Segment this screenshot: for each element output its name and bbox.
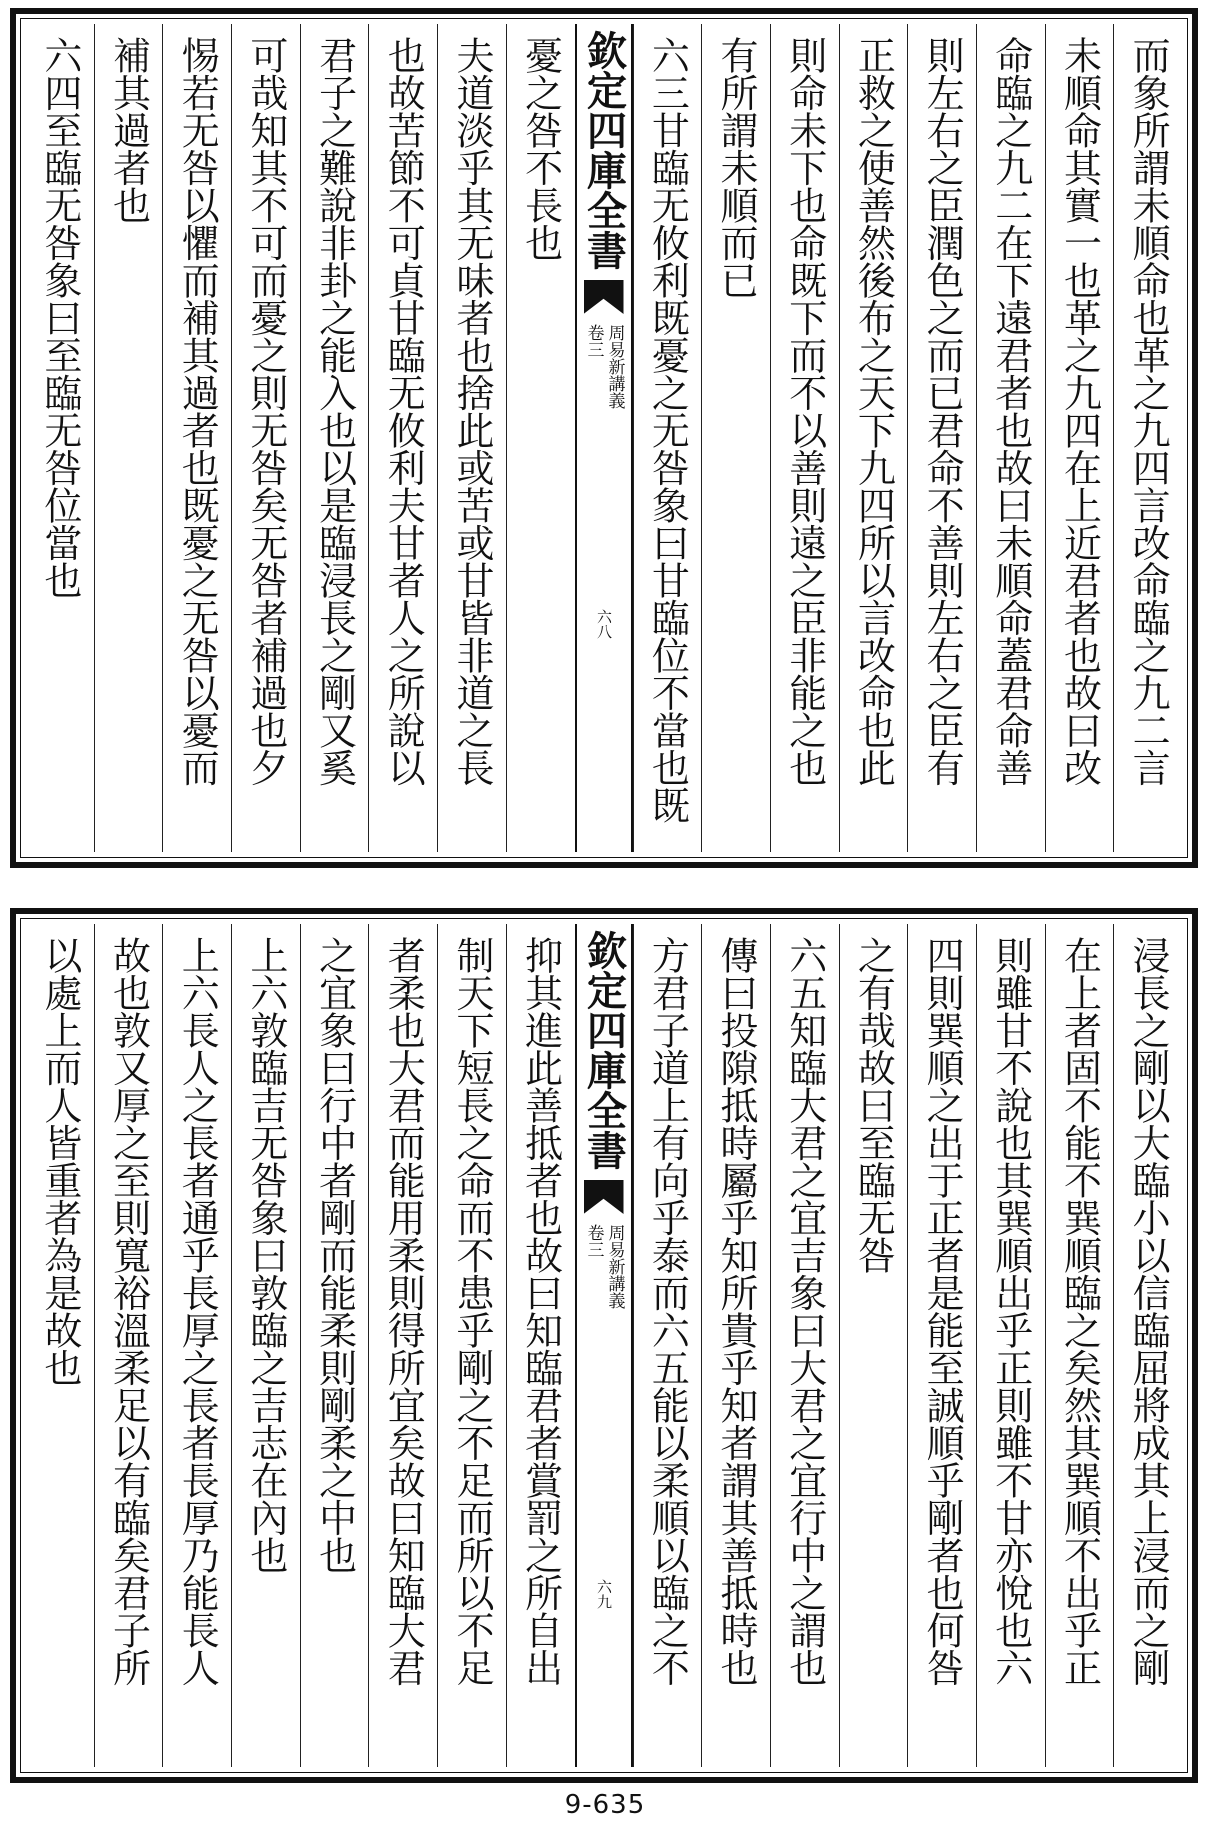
text-column: 夫道淡乎其无味者也捨此或苦或甘皆非道之長 (437, 24, 506, 852)
text-column: 六三甘臨无攸利既憂之无咎象曰甘臨位不當也既 (633, 24, 702, 852)
center-fold (575, 24, 633, 852)
text-column: 浸長之剛以大臨小以信臨屈將成其上浸而之剛 (1113, 924, 1182, 1767)
text-column: 故也敦又厚之至則寬裕溫柔足以有臨矣君子所 (94, 924, 163, 1767)
text-column: 未順命其實一也革之九四在上近君者也故曰改 (1045, 24, 1114, 852)
text-column: 有所謂未順而已 (701, 24, 770, 852)
book-name: 周易新講義 (604, 1224, 625, 1309)
book-name: 周易新講義 (604, 324, 625, 409)
text-column: 傳曰投隙抵時屬乎知所貴乎知者謂其善抵時也 (701, 924, 770, 1767)
text-column: 則左右之臣潤色之而已君命不善則左右之臣有 (907, 24, 976, 852)
text-column: 命臨之九二在下遠君者也故曰未順命蓋君命善 (976, 24, 1045, 852)
text-column: 制天下短長之命而不患乎剛之不足而所以不足 (437, 924, 506, 1767)
text-column: 上六敦臨吉无咎象曰敦臨之吉志在內也 (231, 924, 300, 1767)
text-column: 也故苦節不可貞甘臨无攸利夫甘者人之所說以 (368, 24, 437, 852)
text-column: 抑其進此善抵者也故曰知臨君者賞罰之所自出 (506, 924, 575, 1767)
volume-label: 卷三 (583, 1224, 604, 1258)
text-column: 而象所謂未順命也革之九四言改命臨之九二言 (1113, 24, 1182, 852)
folio-number: 六九 (595, 1579, 613, 1609)
text-column: 則雖甘不說也其巽順出乎正則雖不甘亦悅也六 (976, 924, 1045, 1767)
fish-tail-ornament-icon (584, 280, 624, 314)
bottom-book-page (10, 908, 1198, 1783)
book-series-title: 欽定四庫全書 (580, 930, 628, 1170)
volume-label: 卷三 (583, 324, 604, 358)
text-column: 補其過者也 (94, 24, 163, 852)
text-column: 之宜象曰行中者剛而能柔則剛柔之中也 (300, 924, 369, 1767)
text-column: 四則巽順之出于正者是能至誠順乎剛者也何咎 (907, 924, 976, 1767)
text-column: 六五知臨大君之宜吉象曰大君之宜行中之謂也 (770, 924, 839, 1767)
text-column: 則命未下也命既下而不以善則遠之臣非能之也 (770, 24, 839, 852)
text-column: 惕若无咎以懼而補其過者也既憂之无咎以憂而 (162, 24, 231, 852)
page-number: 9-635 (564, 1790, 646, 1820)
text-column: 六四至臨无咎象曰至臨无咎位當也 (37, 36, 82, 599)
text-column: 在上者固不能不巽順臨之矣然其巽順不出乎正 (1045, 924, 1114, 1767)
folio-number: 六八 (595, 609, 613, 639)
text-column: 之有哉故曰至臨无咎 (839, 924, 908, 1767)
top-book-page (10, 8, 1198, 868)
text-column: 者柔也大君而能用柔則得所宜矣故曰知臨大君 (368, 924, 437, 1767)
text-column: 正救之使善然後布之天下九四所以言改命也此 (839, 24, 908, 852)
text-column: 憂之咎不長也 (506, 24, 575, 852)
text-column: 可哉知其不可而憂之則无咎矣无咎者補過也夕 (231, 24, 300, 852)
text-column: 以處上而人皆重者為是故也 (37, 936, 82, 1386)
book-series-title: 欽定四庫全書 (580, 30, 628, 270)
text-column: 君子之難說非卦之能入也以是臨浸長之剛又奚 (300, 24, 369, 852)
center-fold (575, 924, 633, 1767)
text-column: 上六長人之長者通乎長厚之長者長厚乃能長人 (162, 924, 231, 1767)
fish-tail-ornament-icon (584, 1180, 624, 1214)
text-column: 方君子道上有向乎泰而六五能以柔順以臨之不 (633, 924, 702, 1767)
